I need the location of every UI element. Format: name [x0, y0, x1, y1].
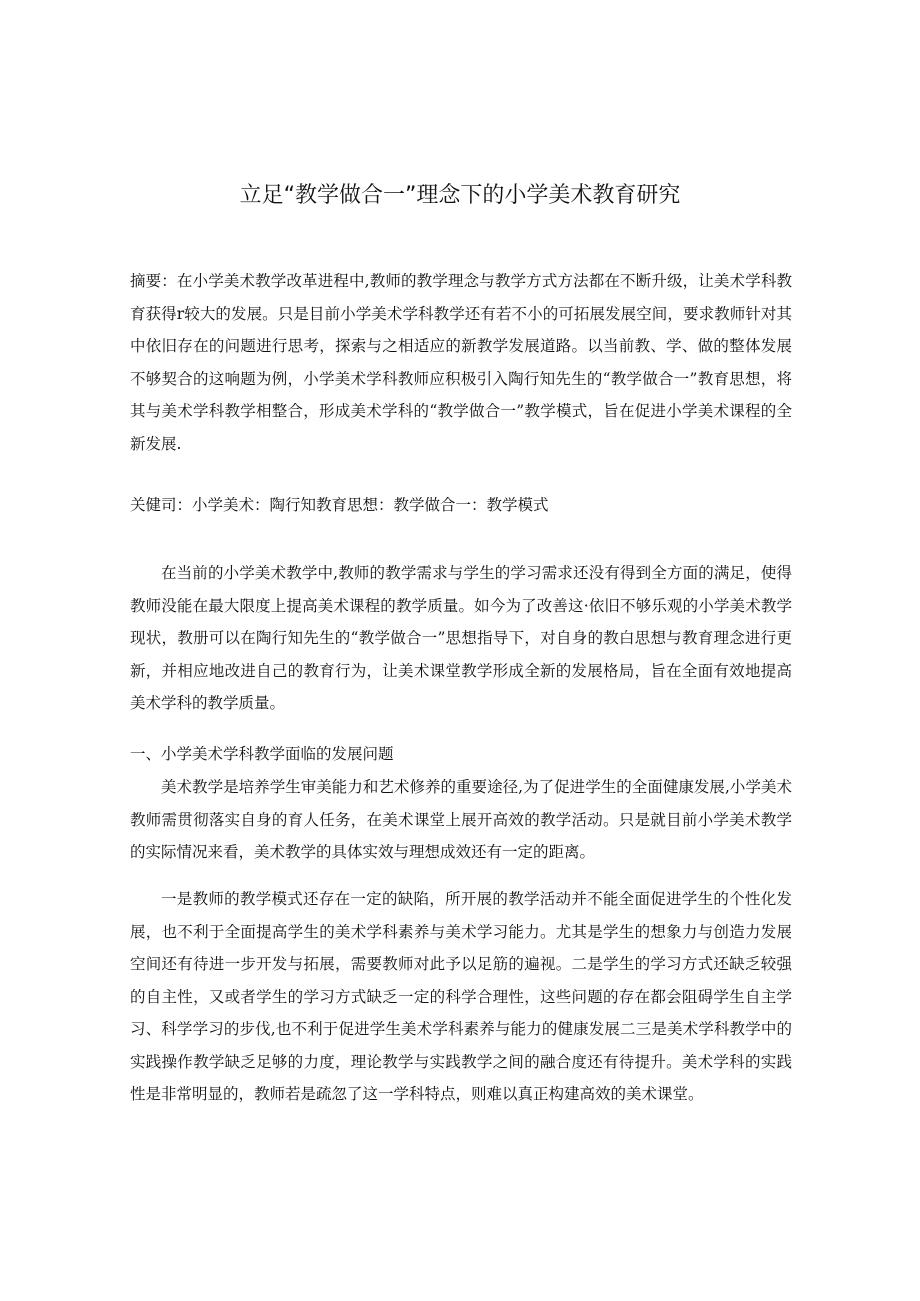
intro-paragraph: 在当前的小学美术教学中,教师的教学需求与学生的学习需求还没有得到全方面的满足，使得教师没能在最大限度上提高美术课程的教学质量。如今为了改善这·依旧不够乐观的小学美术教学现状，教册可以在陶行知先生的“教学做合一”思想指导下，对自身的教白思想与教育理念进行更新，并相应地改进自己的教育行为，让美术课堂教学形成全新的发展格局，旨在全面有效地提高美术学科的教学质量。	[130, 564, 792, 712]
abstract-paragraph: 摘要：在小学美术教学改革进程中,教师的教学理念与教学方式方法都在不断升级，让美术学科教育获得r较大的发展。只是目前小学美术学科教学还有若不小的可拓展发展空间，要求教师针对其中依旧存在的问题进行思考，探索与之相适应的新教学发展道路。以当前教、学、做的整体发展不够契合的这响题为例，小学美术学科教师应积极引入陶行知先生的“教学做合一”教育思想，将其与美术学科教学相整合，形成美术学科的“教学做合一”教学模式，旨在促进小学美术课程的全新发展.	[130, 272, 792, 453]
document-title: 立足“教学做合一”理念下的小学美术教育研究	[239, 183, 681, 208]
section-heading: 一、小学美术学科教学面临的发展问题	[130, 745, 394, 763]
keywords-line: 关健司：小学美术：陶行知教育思想：教学做合一：教学模式	[130, 496, 549, 514]
body-paragraph: 美术教学是培养学生审美能力和艺术修养的重要途径,为了促进学生的全面健康发展,小学美术教师需贯彻落实自身的育人任务，在美术课堂上展开高效的教学活动。只是就目前小学美术教学的实际情况来看，美术教学的具体实效与理想成效还有一定的距离。	[130, 778, 792, 861]
body-paragraph: 一是教师的教学模式还存在一定的缺陷，所开展的教学活动并不能全面促进学生的个性化发展，也不利于全面提高学生的美术学科素养与美术学习能力。尤其是学生的想象力与创造力发展空间还有待进一步开发与拓展，需要教师对此予以足筋的遍视。二是学生的学习方式还缺乏较强的自主性，又或者学生的学习方式缺乏一定的科学合理性，这些问题的存在都会阻碍学生自主学习、科学学习的步伐,也不利于促进学生美术学科素养与能力的健康发展二三是美术学科教学中的实践操作教学缺乏足够的力度，理论教学与实践教学之间的融合度还有待提升。美术学科的实践性是非常明显的，教师若是疏忽了这一学科特点，则难以真正构建高效的美术课堂。	[130, 890, 792, 1103]
